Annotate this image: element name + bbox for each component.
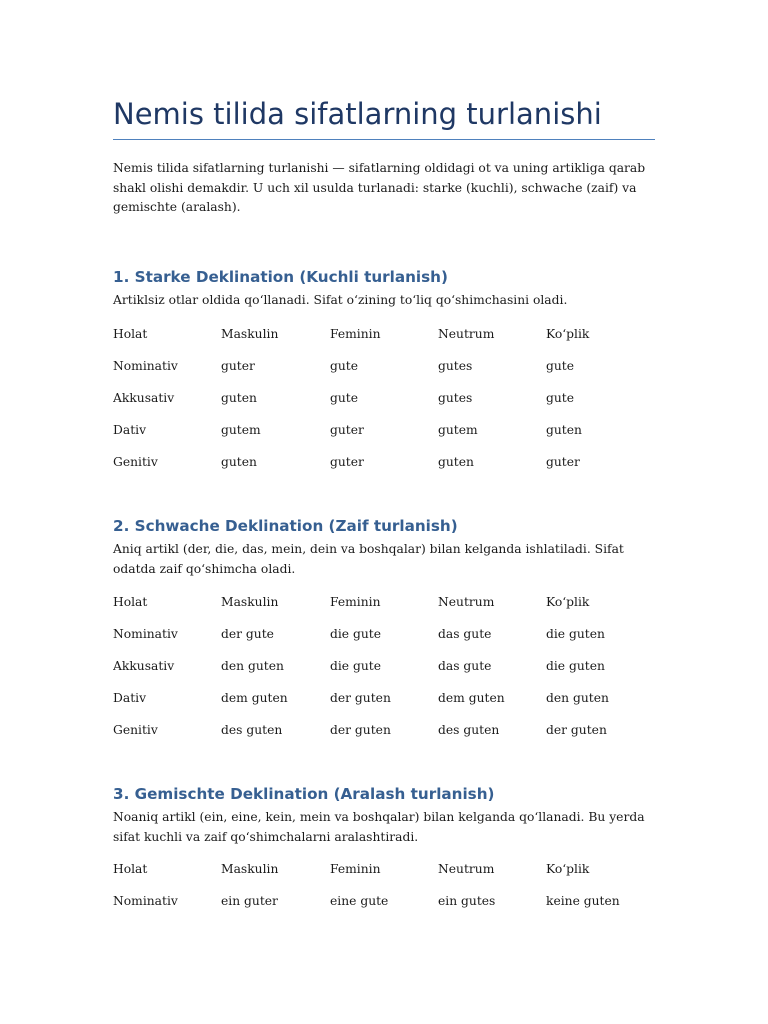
table-header-row — [113, 318, 655, 350]
table-cell: gutes — [438, 391, 473, 405]
table-cell: gute — [546, 359, 575, 373]
table-cell: guten — [546, 423, 582, 437]
table-cell: der guten — [330, 691, 391, 705]
table-row — [113, 618, 655, 650]
table-cell: dem guten — [221, 691, 288, 705]
table-cell: guter — [330, 455, 364, 469]
table-header-cell: Holat — [113, 862, 148, 876]
table-cell: ein guter — [221, 894, 278, 908]
section-heading-starke: 1. Starke Deklination (Kuchli turlanish) — [113, 268, 448, 286]
table-cell: ein gutes — [438, 894, 496, 908]
table-cell: der guten — [330, 723, 391, 737]
table-row — [113, 382, 655, 414]
table-row — [113, 350, 655, 382]
table-header-row — [113, 853, 655, 885]
table-header-cell: Feminin — [330, 862, 381, 876]
intro-paragraph: Nemis tilida sifatlarning turlanishi — sifatlarning oldidagi ot va uning artikliga qarab shakl olishi demakdir. U uch xil usulda turlanadi: starke (kuchli), schwache (zaif) va gemischte (aralash). — [113, 161, 646, 214]
table-header-cell: Maskulin — [221, 595, 279, 609]
table-header-row — [113, 586, 655, 618]
table-row — [113, 714, 655, 746]
table-header-cell: Maskulin — [221, 327, 279, 341]
table-cell: keine guten — [546, 894, 620, 908]
table-header-cell: Ko‘plik — [546, 595, 590, 609]
declension-table-starke — [113, 318, 655, 478]
table-header-cell: Neutrum — [438, 862, 495, 876]
table-cell: guten — [221, 391, 257, 405]
table-cell: Dativ — [113, 691, 147, 705]
table-cell: Genitiv — [113, 723, 158, 737]
table-header-cell: Maskulin — [221, 862, 279, 876]
section-description-starke: Artiklsiz otlar oldida qo‘llanadi. Sifat o‘zining to‘liq qo‘shimchasini oladi. — [113, 293, 568, 307]
table-cell: der guten — [546, 723, 607, 737]
table-cell: Akkusativ — [113, 659, 175, 673]
table-cell: gute — [330, 391, 359, 405]
table-cell: Dativ — [113, 423, 147, 437]
table-cell: die gute — [330, 627, 382, 641]
title-underline — [113, 139, 655, 140]
table-row — [113, 414, 655, 446]
declension-table-gemischte — [113, 853, 655, 917]
table-header-cell: Neutrum — [438, 595, 495, 609]
table-cell: Nominativ — [113, 627, 178, 641]
table-header-cell: Ko‘plik — [546, 862, 590, 876]
table-cell: Akkusativ — [113, 391, 175, 405]
table-cell: des guten — [438, 723, 500, 737]
table-cell: die guten — [546, 659, 605, 673]
table-cell: den guten — [546, 691, 609, 705]
table-header-cell: Holat — [113, 327, 148, 341]
table-cell: guter — [330, 423, 364, 437]
table-row — [113, 650, 655, 682]
table-cell: guter — [546, 455, 580, 469]
table-header-cell: Feminin — [330, 327, 381, 341]
table-row — [113, 446, 655, 478]
table-cell: gutes — [438, 359, 473, 373]
table-cell: das gute — [438, 627, 492, 641]
table-cell: dem guten — [438, 691, 505, 705]
table-cell: das gute — [438, 659, 492, 673]
table-cell: gute — [546, 391, 575, 405]
section-heading-schwache: 2. Schwache Deklination (Zaif turlanish) — [113, 517, 458, 535]
table-cell: die guten — [546, 627, 605, 641]
table-cell: Nominativ — [113, 894, 178, 908]
table-cell: guten — [221, 455, 257, 469]
section-heading-gemischte: 3. Gemischte Deklination (Aralash turlanish) — [113, 785, 495, 803]
table-cell: gute — [330, 359, 359, 373]
table-cell: den guten — [221, 659, 284, 673]
table-cell: die gute — [330, 659, 382, 673]
table-header-cell: Feminin — [330, 595, 381, 609]
table-cell: gutem — [221, 423, 261, 437]
table-row — [113, 682, 655, 714]
section-description-schwache: Aniq artikl (der, die, das, mein, dein va boshqalar) bilan kelganda ishlatiladi. Sifat odatda zaif qo‘shimcha oladi. — [113, 542, 624, 576]
table-cell: Genitiv — [113, 455, 158, 469]
table-cell: Nominativ — [113, 359, 178, 373]
table-cell: eine gute — [330, 894, 389, 908]
table-cell: gutem — [438, 423, 478, 437]
table-cell: guter — [221, 359, 255, 373]
table-row — [113, 885, 655, 917]
section-description-gemischte: Noaniq artikl (ein, eine, kein, mein va boshqalar) bilan kelganda qo‘llanadi. Bu yerda sifat kuchli va zaif qo‘shimchalarni aralashtiradi. — [113, 810, 645, 844]
table-cell: der gute — [221, 627, 274, 641]
table-cell: guten — [438, 455, 474, 469]
page-title: Nemis tilida sifatlarning turlanishi — [113, 97, 602, 131]
declension-table-schwache — [113, 586, 655, 746]
table-header-cell: Ko‘plik — [546, 327, 590, 341]
table-cell: des guten — [221, 723, 283, 737]
table-header-cell: Neutrum — [438, 327, 495, 341]
table-header-cell: Holat — [113, 595, 148, 609]
